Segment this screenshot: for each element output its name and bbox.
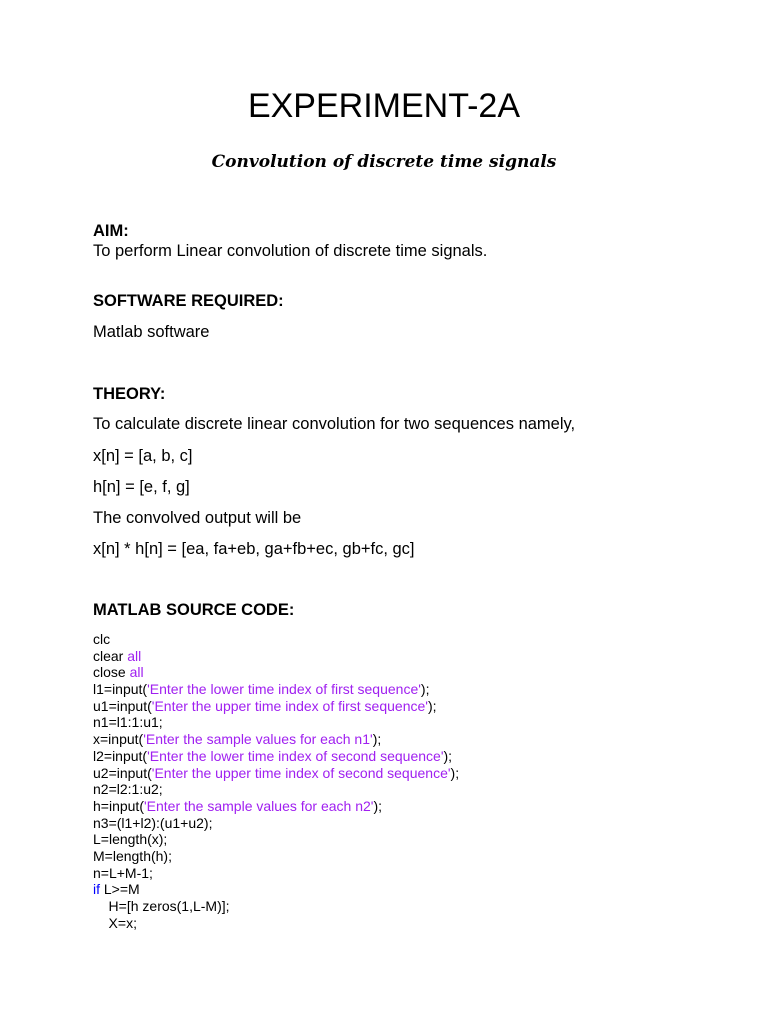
code-line <box>93 714 459 731</box>
code-line <box>93 748 459 765</box>
code-text: ); <box>443 747 453 764</box>
page-title: EXPERIMENT-2A <box>247 87 521 125</box>
code-line <box>93 915 459 932</box>
code-string: 'Enter the sample values for each n1' <box>143 731 373 748</box>
aim-text: To perform Linear convolution of discrete time signals. <box>93 242 488 260</box>
code-text: clear <box>93 647 128 664</box>
code-line <box>93 664 459 681</box>
theory-output-intro: The convolved output will be <box>93 509 302 527</box>
theory-output: x[n] * h[n] = [ea, fa+eb, ga+fb+ec, gb+fc, gc] <box>93 540 415 558</box>
code-line <box>93 881 459 898</box>
code-line <box>93 831 459 848</box>
code-text: M=length(h); <box>93 847 172 864</box>
code-text: l2=input( <box>93 747 148 764</box>
code-line <box>93 865 459 882</box>
code-text: u2=input( <box>93 764 152 781</box>
code-text: L=length(x); <box>93 831 168 848</box>
code-string: 'Enter the lower time index of first sequence' <box>147 681 421 698</box>
theory-x-definition: x[n] = [a, b, c] <box>93 447 193 465</box>
code-line <box>93 898 459 915</box>
code-text: ); <box>450 764 460 781</box>
code-line <box>93 681 459 698</box>
code-text: n=L+M-1; <box>93 864 153 881</box>
code-text: ); <box>420 681 430 698</box>
page-subtitle: Convolution of discrete time signals <box>211 152 557 172</box>
code-line <box>93 765 459 782</box>
software-text: Matlab software <box>93 323 210 341</box>
theory-h-definition: h[n] = [e, f, g] <box>93 478 190 496</box>
code-line <box>93 798 459 815</box>
code-text: X=x; <box>93 914 137 931</box>
code-text: L>=M <box>100 881 140 898</box>
code-string: all <box>129 664 144 681</box>
code-line <box>93 631 459 648</box>
code-string: 'Enter the upper time index of first sequence' <box>151 697 428 714</box>
code-keyword: if <box>93 881 100 898</box>
code-text: ); <box>372 731 382 748</box>
code-text: n2=l2:1:u2; <box>93 781 163 798</box>
code-line <box>93 698 459 715</box>
code-line <box>93 781 459 798</box>
code-text: ); <box>427 697 437 714</box>
code-text: ); <box>373 797 383 814</box>
matlab-code-block <box>93 631 459 931</box>
code-text: u1=input( <box>93 697 152 714</box>
theory-intro: To calculate discrete linear convolution for two sequences namely, <box>93 415 576 433</box>
code-text: h=input( <box>93 797 144 814</box>
aim-heading: AIM: <box>93 222 129 240</box>
code-text: n1=l1:1:u1; <box>93 714 163 731</box>
code-text: H=[h zeros(1,L-M)]; <box>93 898 230 914</box>
code-string: 'Enter the upper time index of second sequence' <box>151 764 451 781</box>
code-line <box>93 815 459 832</box>
code-text: n3=(l1+l2):(u1+u2); <box>93 814 213 831</box>
theory-heading: THEORY: <box>93 385 166 403</box>
code-text: x=input( <box>93 731 144 748</box>
code-string: all <box>127 647 142 664</box>
software-heading: SOFTWARE REQUIRED: <box>93 292 284 310</box>
code-text: clc <box>93 631 111 647</box>
code-heading: MATLAB SOURCE CODE: <box>93 601 295 619</box>
code-string: 'Enter the lower time index of second sequence' <box>147 747 444 764</box>
code-string: 'Enter the sample values for each n2' <box>143 797 374 814</box>
code-line <box>93 648 459 665</box>
code-line <box>93 731 459 748</box>
code-text: l1=input( <box>93 681 148 698</box>
code-text: close <box>93 664 130 681</box>
code-line <box>93 848 459 865</box>
